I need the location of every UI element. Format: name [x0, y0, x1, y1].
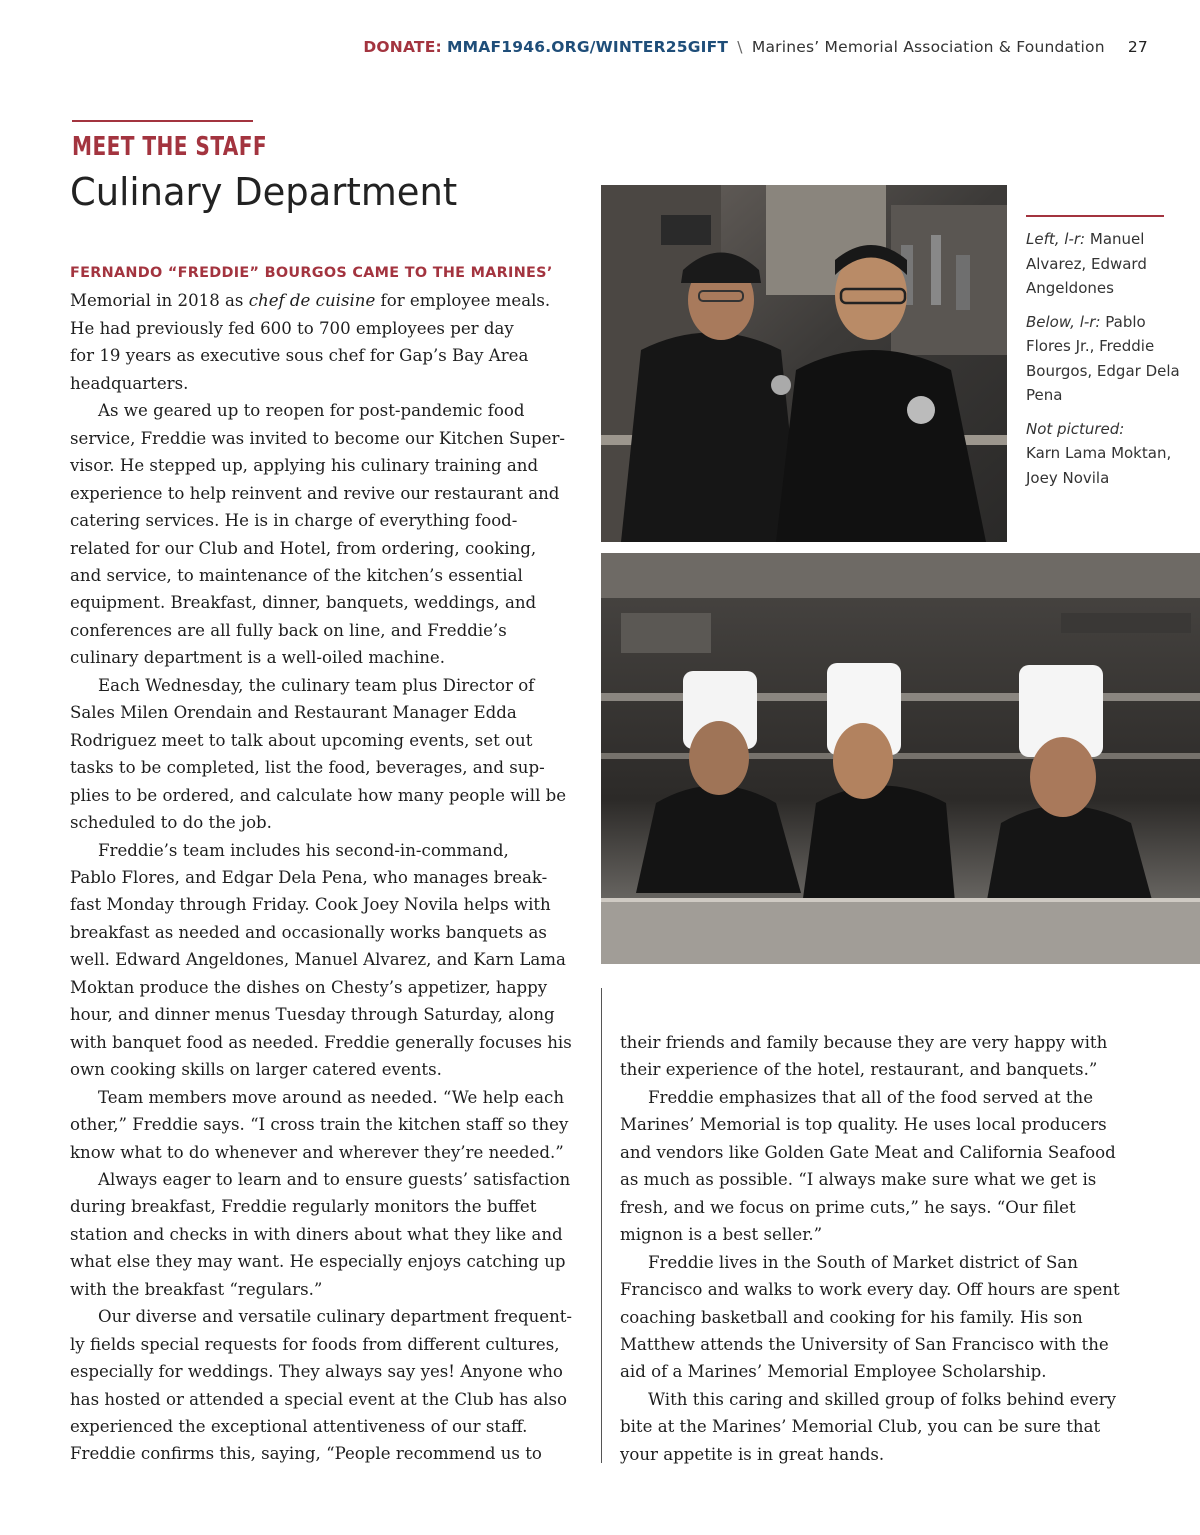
article-line: bite at the Marines’ Memorial Club, you can be sure that — [620, 1417, 1101, 1437]
lead-in: FERNANDO “FREDDIE” BOURGOS CAME TO THE MARINES’ — [70, 265, 553, 281]
article-line: experienced the exceptional attentiveness of our staff. — [70, 1417, 528, 1437]
article-line: Freddie confirms this, saying, “People recommend us to — [70, 1444, 542, 1464]
left-column-body — [70, 397, 590, 1468]
article-line: Rodriguez meet to talk about upcoming events, set out — [70, 730, 533, 750]
caption-left-label: Left, l-r: — [1026, 230, 1086, 248]
organization-name: Marines’ Memorial Association & Foundation — [751, 38, 1105, 56]
article-line: plies to be ordered, and calculate how many people will be — [70, 785, 567, 805]
article-line: As we geared up to reopen for post-pandemic food — [98, 401, 525, 421]
article-line: fresh, and we focus on prime cuts,” he says. “Our filet — [620, 1197, 1076, 1217]
article-line: scheduled to do the job. — [70, 813, 272, 833]
article-line: well. Edward Angeldones, Manuel Alvarez, and Karn Lama — [70, 950, 566, 970]
article-line: Team members move around as needed. “We help each — [98, 1087, 565, 1107]
article-line: Each Wednesday, the culinary team plus Director of — [98, 675, 535, 695]
caption-not-pictured-label: Not pictured: — [1026, 419, 1125, 438]
section-rule — [72, 120, 253, 122]
article-line: visor. He stepped up, applying his culinary training and — [70, 456, 539, 476]
article-line: Our diverse and versatile culinary department frequent- — [98, 1307, 573, 1327]
article-line: with the breakfast “regulars.” — [70, 1279, 323, 1299]
photo-pablo-freddie-edgar — [601, 553, 1200, 964]
article-line: mignon is a best seller.” — [620, 1225, 823, 1245]
page-title: Culinary Department — [70, 170, 458, 214]
article-line: equipment. Breakfast, dinner, banquets, weddings, and — [70, 593, 537, 613]
page-header — [363, 38, 1148, 56]
article-line: and service, to maintenance of the kitchen’s essential — [70, 565, 523, 585]
kitchen-photo-two-chefs — [601, 185, 1007, 542]
article-line: especially for weddings. They always say yes! Anyone who — [70, 1362, 563, 1382]
caption-rule — [1026, 215, 1164, 217]
article-line: their friends and family because they are very happy with — [620, 1033, 1108, 1052]
article-line: related for our Club and Hotel, from ordering, cooking, — [70, 538, 537, 558]
caption-below-names: Pablo Flores Jr., Freddie Bourgos, Edgar Dela Pena — [1026, 312, 1180, 404]
article-line: Matthew attends the University of San Francisco with the — [620, 1334, 1109, 1354]
caption-not-pictured-names: Karn Lama Moktan, Joey Novila — [1026, 444, 1172, 487]
article-line: Freddie’s team includes his second-in-command, — [98, 840, 509, 860]
photo-manuel-and-edward — [601, 185, 1007, 542]
article-line: Always eager to learn and to ensure guests’ satisfaction — [98, 1169, 571, 1189]
article-line: experience to help reinvent and revive our restaurant and — [70, 483, 560, 503]
article-line: hour, and dinner menus Tuesday through Saturday, along — [70, 1005, 555, 1025]
article-line: coaching basketball and cooking for his family. His son — [620, 1307, 1083, 1327]
article-line: breakfast as needed and occasionally works banquets as — [70, 922, 547, 942]
article-line: headquarters. — [70, 373, 189, 393]
chef-de-cuisine-emphasis: chef de cuisine — [248, 291, 376, 311]
article-line: what else they may want. He especially enjoys catching up — [70, 1252, 566, 1272]
article-line: with banquet food as needed. Freddie generally focuses his — [70, 1032, 572, 1052]
header-separator: \ — [737, 38, 743, 56]
article-line: fast Monday through Friday. Cook Joey Novila helps with — [70, 895, 551, 915]
article-line: Moktan produce the dishes on Chesty’s appetizer, happy — [70, 977, 548, 997]
article-line: tasks to be completed, list the food, beverages, and sup- — [70, 758, 545, 778]
article-line: as much as possible. “I always make sure what we get is — [620, 1170, 1097, 1190]
article-line: culinary department is a well-oiled machine. — [70, 648, 446, 668]
article-line: and vendors like Golden Gate Meat and California Seafood — [620, 1142, 1116, 1162]
right-column-body — [620, 1029, 1140, 1468]
article-line: Sales Milen Orendain and Restaurant Manager Edda — [70, 703, 517, 723]
article-line: other,” Freddie says. “I cross train the kitchen staff so they — [70, 1115, 569, 1135]
article-line: conferences are all fully back on line, and Freddie’s — [70, 620, 507, 640]
article-line: catering services. He is in charge of everything food- — [70, 511, 518, 531]
photo-caption — [1026, 227, 1186, 499]
kitchen-photo-three-chefs — [601, 553, 1200, 964]
article-line: know what to do whenever and wherever they’re needed.” — [70, 1142, 564, 1162]
article-line: Pablo Flores, and Edgar Dela Pena, who manages break- — [70, 867, 548, 887]
column-divider — [601, 988, 602, 1463]
article-line: With this caring and skilled group of folks behind every — [648, 1389, 1117, 1409]
article-line: Freddie lives in the South of Market district of San — [648, 1252, 1078, 1272]
donate-label: DONATE: — [363, 38, 442, 56]
article-line: has hosted or attended a special event at the Club has also — [70, 1389, 568, 1409]
article-line: own cooking skills on larger catered events. — [70, 1060, 442, 1080]
caption-left-names: Manuel Alvarez, Edward Angeldones — [1026, 230, 1147, 297]
article-line: service, Freddie was invited to become our Kitchen Super- — [70, 428, 566, 448]
article-line: He had previously fed 600 to 700 employees per day — [70, 318, 514, 338]
article-column-right — [620, 1029, 1140, 1468]
article-line: during breakfast, Freddie regularly monitors the buffet — [70, 1197, 537, 1217]
article-line: Francisco and walks to work every day. Off hours are spent — [620, 1280, 1120, 1300]
article-line: aid of a Marines’ Memorial Employee Scholarship. — [620, 1362, 1047, 1382]
article-line: ly fields special requests for foods from different cultures, — [70, 1334, 560, 1354]
page-number: 27 — [1127, 38, 1148, 56]
article-line: Marines’ Memorial is top quality. He uses local producers — [620, 1115, 1107, 1135]
article-line: your appetite is in great hands. — [620, 1444, 885, 1464]
article-line: station and checks in with diners about what they like and — [70, 1224, 563, 1244]
article-column-left — [70, 260, 590, 1468]
article-line: Memorial in 2018 as chef de cuisine for employee meals. — [70, 291, 551, 311]
donate-url-link[interactable]: MMAF1946.ORG/WINTER25GIFT — [447, 38, 729, 56]
caption-below-label: Below, l-r: — [1026, 312, 1101, 331]
article-line: for 19 years as executive sous chef for Gap’s Bay Area — [70, 346, 529, 366]
section-kicker: MEET THE STAFF — [72, 132, 268, 162]
article-line: Freddie emphasizes that all of the food served at the — [648, 1087, 1094, 1107]
article-line: their experience of the hotel, restaurant, and banquets.” — [620, 1060, 1098, 1080]
